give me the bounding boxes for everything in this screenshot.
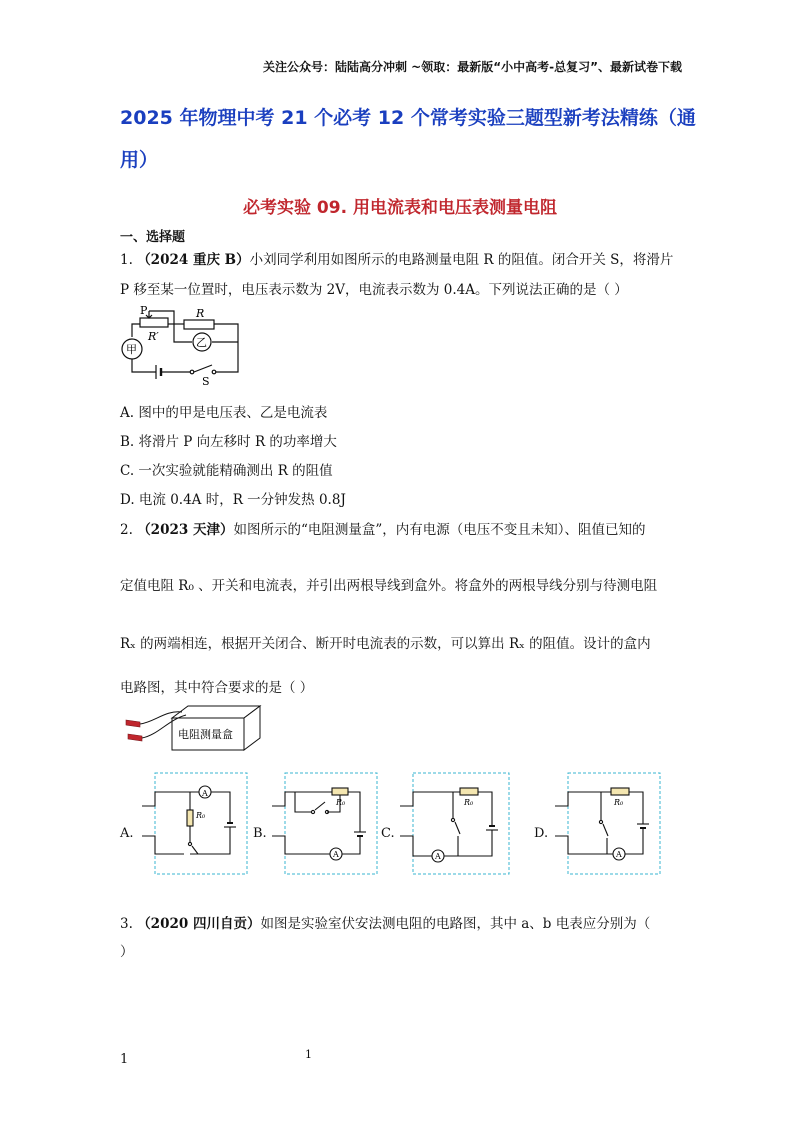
meter-label-d: A <box>616 850 622 859</box>
page-title-line1: 2025 年物理中考 21 个必考 12 个常考实验三题型新考法精练（通 <box>120 107 696 129</box>
page-title-line2: 用） <box>120 149 159 171</box>
q3-line2: ） <box>120 944 134 960</box>
label-jia: 甲 <box>126 343 137 356</box>
q1-source: （2024 重庆 B） <box>137 252 250 268</box>
page-number-center: 1 <box>305 1048 312 1061</box>
q1-option-b: B. 将滑片 P 向左移时 R 的功率增大 <box>120 434 337 450</box>
page-number-left: 1 <box>120 1052 129 1067</box>
q2-line4: 电路图，其中符合要求的是（ ） <box>120 680 314 696</box>
meter-label-c: A <box>435 852 441 861</box>
r0-label-a: R₀ <box>196 811 206 820</box>
label-p: P <box>140 304 148 317</box>
q2-option-d-label: D. <box>534 826 549 841</box>
label-r: R <box>196 307 205 320</box>
q1-option-a: A. 图中的甲是电压表、乙是电流表 <box>120 405 328 421</box>
q2-circuit-d <box>553 772 661 876</box>
q2-number: 2. <box>120 522 133 538</box>
q3-number: 3. <box>120 916 133 932</box>
r0-label-b: R₀ <box>336 798 346 807</box>
label-s: S <box>202 375 210 388</box>
experiment-subtitle: 必考实验 09. 用电流表和电压表测量电阻 <box>243 198 557 218</box>
q2-box-figure <box>120 700 265 755</box>
section-heading: 一、选择题 <box>120 230 186 245</box>
meter-label-a: A <box>202 789 208 798</box>
q2-line3: Rₓ 的两端相连，根据开关闭合、断开时电流表的示数，可以算出 Rₓ 的阻值。设计的盒内 <box>120 636 651 652</box>
q1-option-d: D. 电流 0.4A 时，R 一分钟发热 0.8J <box>120 492 346 508</box>
q3-source: （2020 四川自贡） <box>137 916 261 932</box>
r0-label-d: R₀ <box>614 798 624 807</box>
label-yi: 乙 <box>196 336 207 349</box>
q2-option-c-label: C. <box>381 826 395 841</box>
q2-circuit-c <box>398 772 510 876</box>
q3-text: 如图是实验室伏安法测电阻的电路图，其中 a、b 电表应分别为（ <box>260 916 651 932</box>
q2-line2: 定值电阻 R₀ 、开关和电流表，并引出两根导线到盒外。将盒外的两根导线分别与待测电阻 <box>120 578 658 594</box>
q2-text: 如图所示的“电阻测量盒”，内有电源（电压不变且未知）、阻值已知的 <box>233 522 646 538</box>
q2-circuit-b <box>270 772 378 876</box>
q3-line1 <box>120 912 690 932</box>
q1-option-c: C. 一次实验就能精确测出 R 的阻值 <box>120 463 333 479</box>
header-note: 关注公众号：陆陆高分冲刺 ~领取：最新版“小中高考-总复习”、最新试卷下载 <box>263 60 682 74</box>
q2-circuit-a <box>140 772 248 876</box>
q1-number: 1. <box>120 252 133 268</box>
resistor-r <box>184 320 214 329</box>
q2-source: （2023 天津） <box>137 522 234 538</box>
meter-label-b: A <box>333 850 339 859</box>
label-rprime: R′ <box>148 330 159 343</box>
rheostat-rprime <box>140 318 168 327</box>
q1-line1 <box>120 248 690 268</box>
q2-option-a-label: A. <box>120 826 134 841</box>
box-label: 电阻测量盒 <box>178 728 233 741</box>
q2-option-b-label: B. <box>253 826 267 841</box>
q1-text: 小刘同学利用如图所示的电路测量电阻 R 的阻值。闭合开关 S，将滑片 <box>249 252 674 268</box>
r0-label-c: R₀ <box>464 798 474 807</box>
q1-line2: P 移至某一位置时，电压表示数为 2V，电流表示数为 0.4A。下列说法正确的是（ ） <box>120 282 628 298</box>
q1-circuit-figure <box>112 302 252 388</box>
q2-line1 <box>120 518 690 538</box>
